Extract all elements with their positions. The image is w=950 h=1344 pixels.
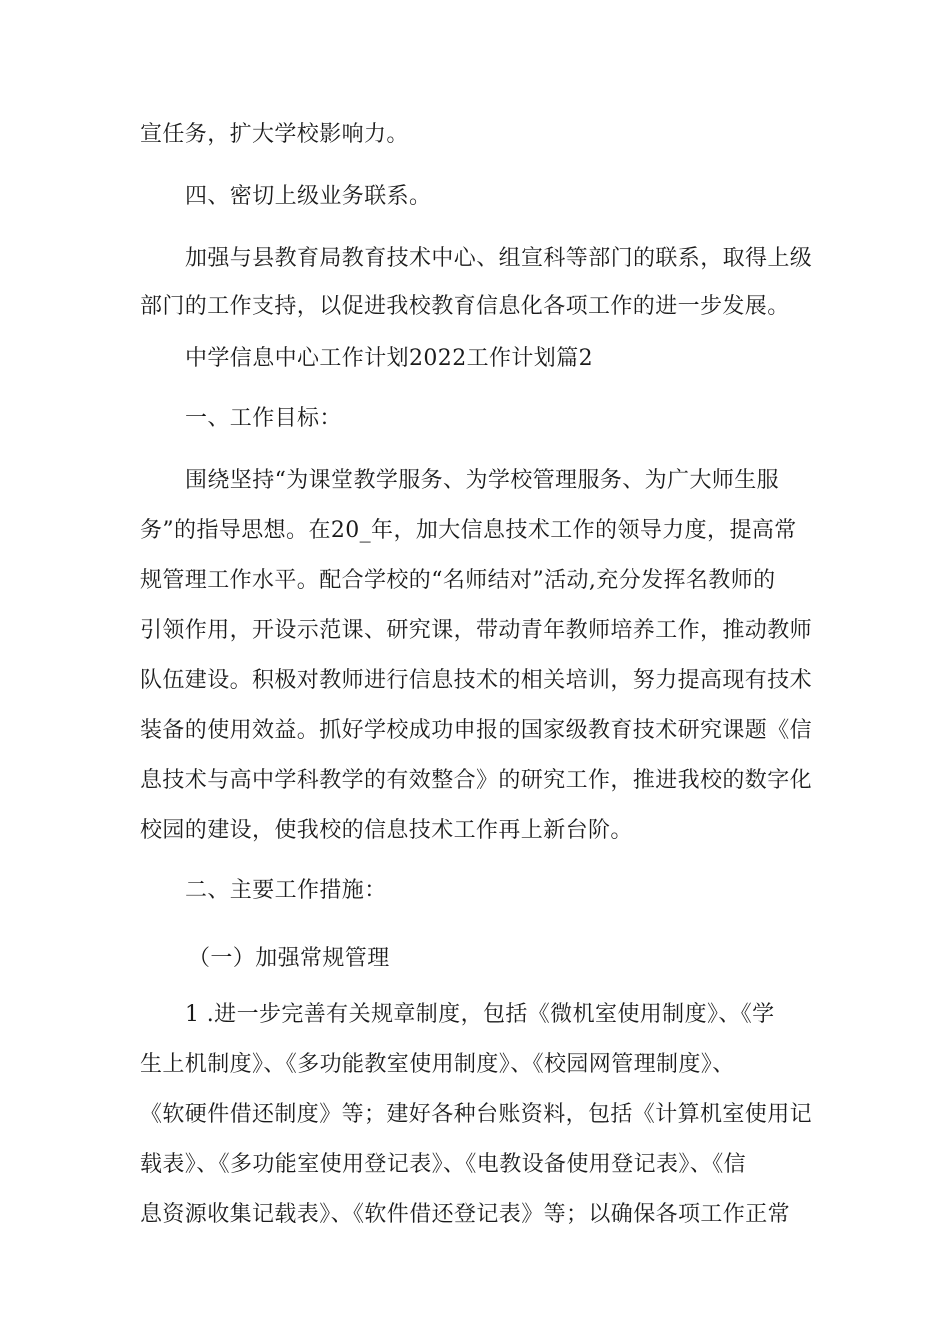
section-heading: 二、主要工作措施： [185,878,387,903]
paragraph-line: 队伍建设。积极对教师进行信息技术的相关培训，努力提高现有技术 [140,668,812,693]
paragraph-line: 1 .进一步完善有关规章制度，包括《微机室使用制度》、《学 [185,1002,775,1027]
paragraph-line: 引领作用，开设示范课、研究课，带动青年教师培养工作，推动教师 [140,618,812,643]
paragraph-line: 校园的建设，使我校的信息技术工作再上新台阶。 [140,818,633,843]
paragraph-line: 生上机制度》、《多功能教室使用制度》、《校园网管理制度》、 [140,1052,735,1077]
paragraph-line: 宣任务，扩大学校影响力。 [140,122,409,147]
paragraph-line: 《软硬件借还制度》等；建好各种台账资料，包括《计算机室使用记 [140,1102,812,1127]
paragraph-line: 息资源收集记载表》、《软件借还登记表》等；以确保各项工作正常 [140,1202,791,1227]
subsection-heading: （一）加强常规管理 [188,946,390,971]
paragraph-line: 载表》、《多功能室使用登记表》、《电教设备使用登记表》、《信 [140,1152,747,1177]
paragraph-line: 务”的指导思想。在20_年，加大信息技术工作的领导力度，提高常 [140,518,797,543]
paragraph-line: 规管理工作水平。配合学校的“名师结对”活动,充分发挥名教师的 [140,568,776,593]
document-title: 中学信息中心工作计划2022工作计划篇2 [185,346,593,371]
paragraph-line: 围绕坚持“为课堂教学服务、为学校管理服务、为广大师生服 [185,468,780,493]
paragraph-line: 息技术与高中学科教学的有效整合》的研究工作，推进我校的数字化 [140,768,812,793]
paragraph-line: 加强与县教育局教育技术中心、组宣科等部门的联系，取得上级 [185,246,812,271]
paragraph-line: 部门的工作支持，以促进我校教育信息化各项工作的进一步发展。 [140,294,790,319]
section-heading: 一、工作目标： [185,406,342,431]
paragraph-line: 装备的使用效益。抓好学校成功申报的国家级教育技术研究课题《信 [140,718,812,743]
section-heading: 四、密切上级业务联系。 [185,184,432,209]
